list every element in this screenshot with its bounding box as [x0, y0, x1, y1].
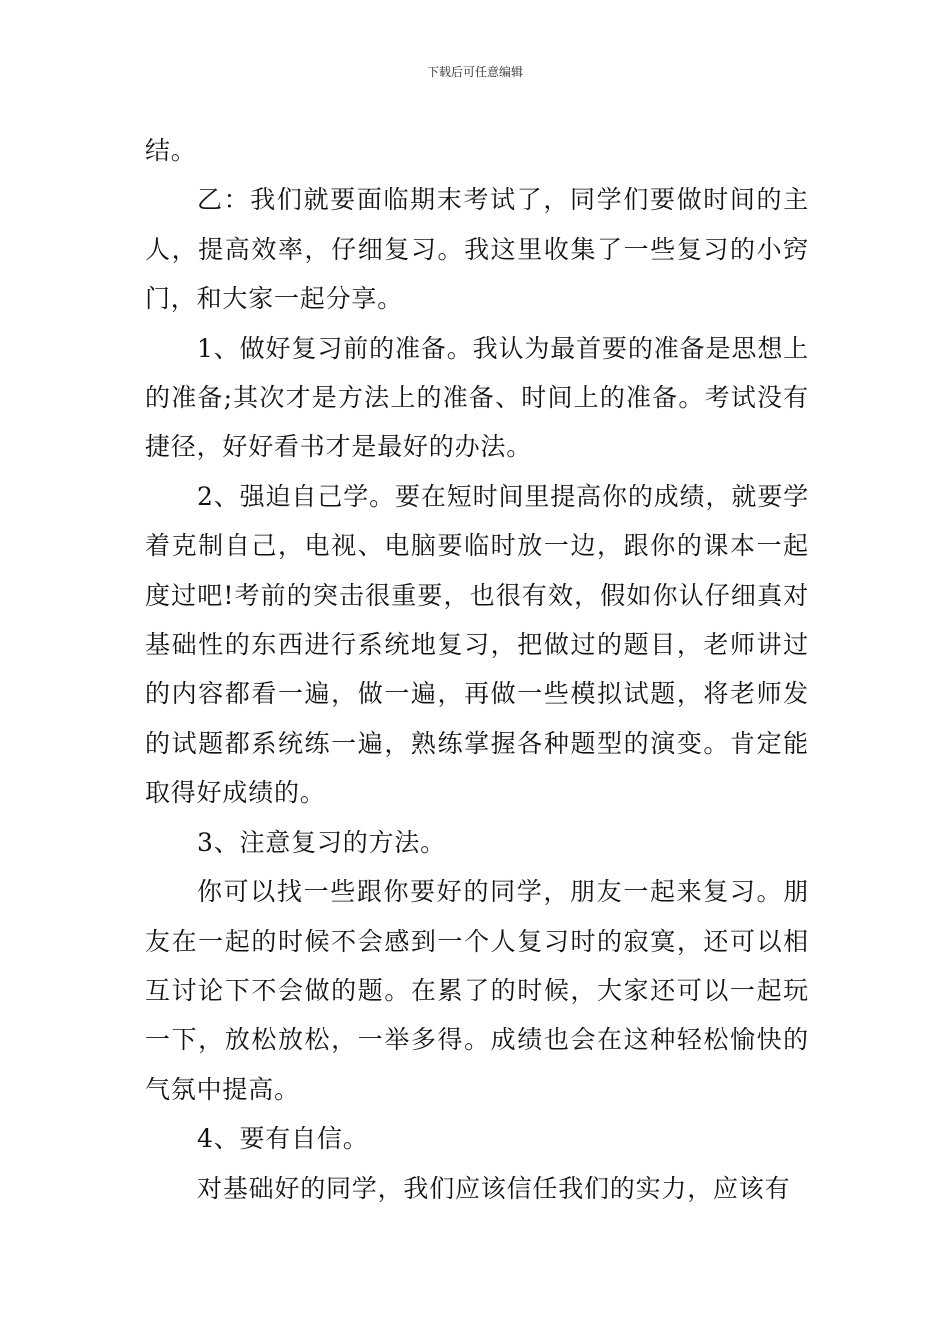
paragraph-3: 1、做好复习前的准备。我认为最首要的准备是思想上的准备;其次才是方法上的准备、时间上的准备。考试没有捷径，好好看书才是最好的办法。 [145, 333, 809, 462]
paragraph-4: 2、强迫自己学。要在短时间里提高你的成绩，就要学着克制自己，电视、电脑要临时放一边，跟你的课本一起度过吧!考前的突击很重要，也很有效，假如你认仔细真对基础性的东西进行系统地复习，把做过的题目，老师讲过的内容都看一遍，做一遍，再做一些模拟试题，将老师发的试题都系统练一遍，熟练掌握各种题型的演变。肯定能取得好成绩的。 [145, 481, 809, 808]
paragraph-2: 乙：我们就要面临期末考试了，同学们要做时间的主人，提高效率，仔细复习。我这里收集了一些复习的小窍门，和大家一起分享。 [145, 185, 809, 314]
paragraph-5: 3、注意复习的方法。 [197, 827, 446, 857]
paragraph-6: 你可以找一些跟你要好的同学，朋友一起来复习。朋友在一起的时候不会感到一个人复习时的寂寞，还可以相互讨论下不会做的题。在累了的时候，大家还可以一起玩一下，放松放松，一举多得。成绩也会在这种轻松愉快的气氛中提高。 [145, 877, 809, 1104]
paragraph-7: 4、要有自信。 [197, 1124, 369, 1154]
page-header: 下载后可任意编辑 [426, 65, 523, 79]
paragraph-8: 对基础好的同学，我们应该信任我们的实力，应该有 [197, 1173, 791, 1203]
paragraph-1: 结。 [145, 136, 197, 165]
document-body [145, 126, 809, 1213]
